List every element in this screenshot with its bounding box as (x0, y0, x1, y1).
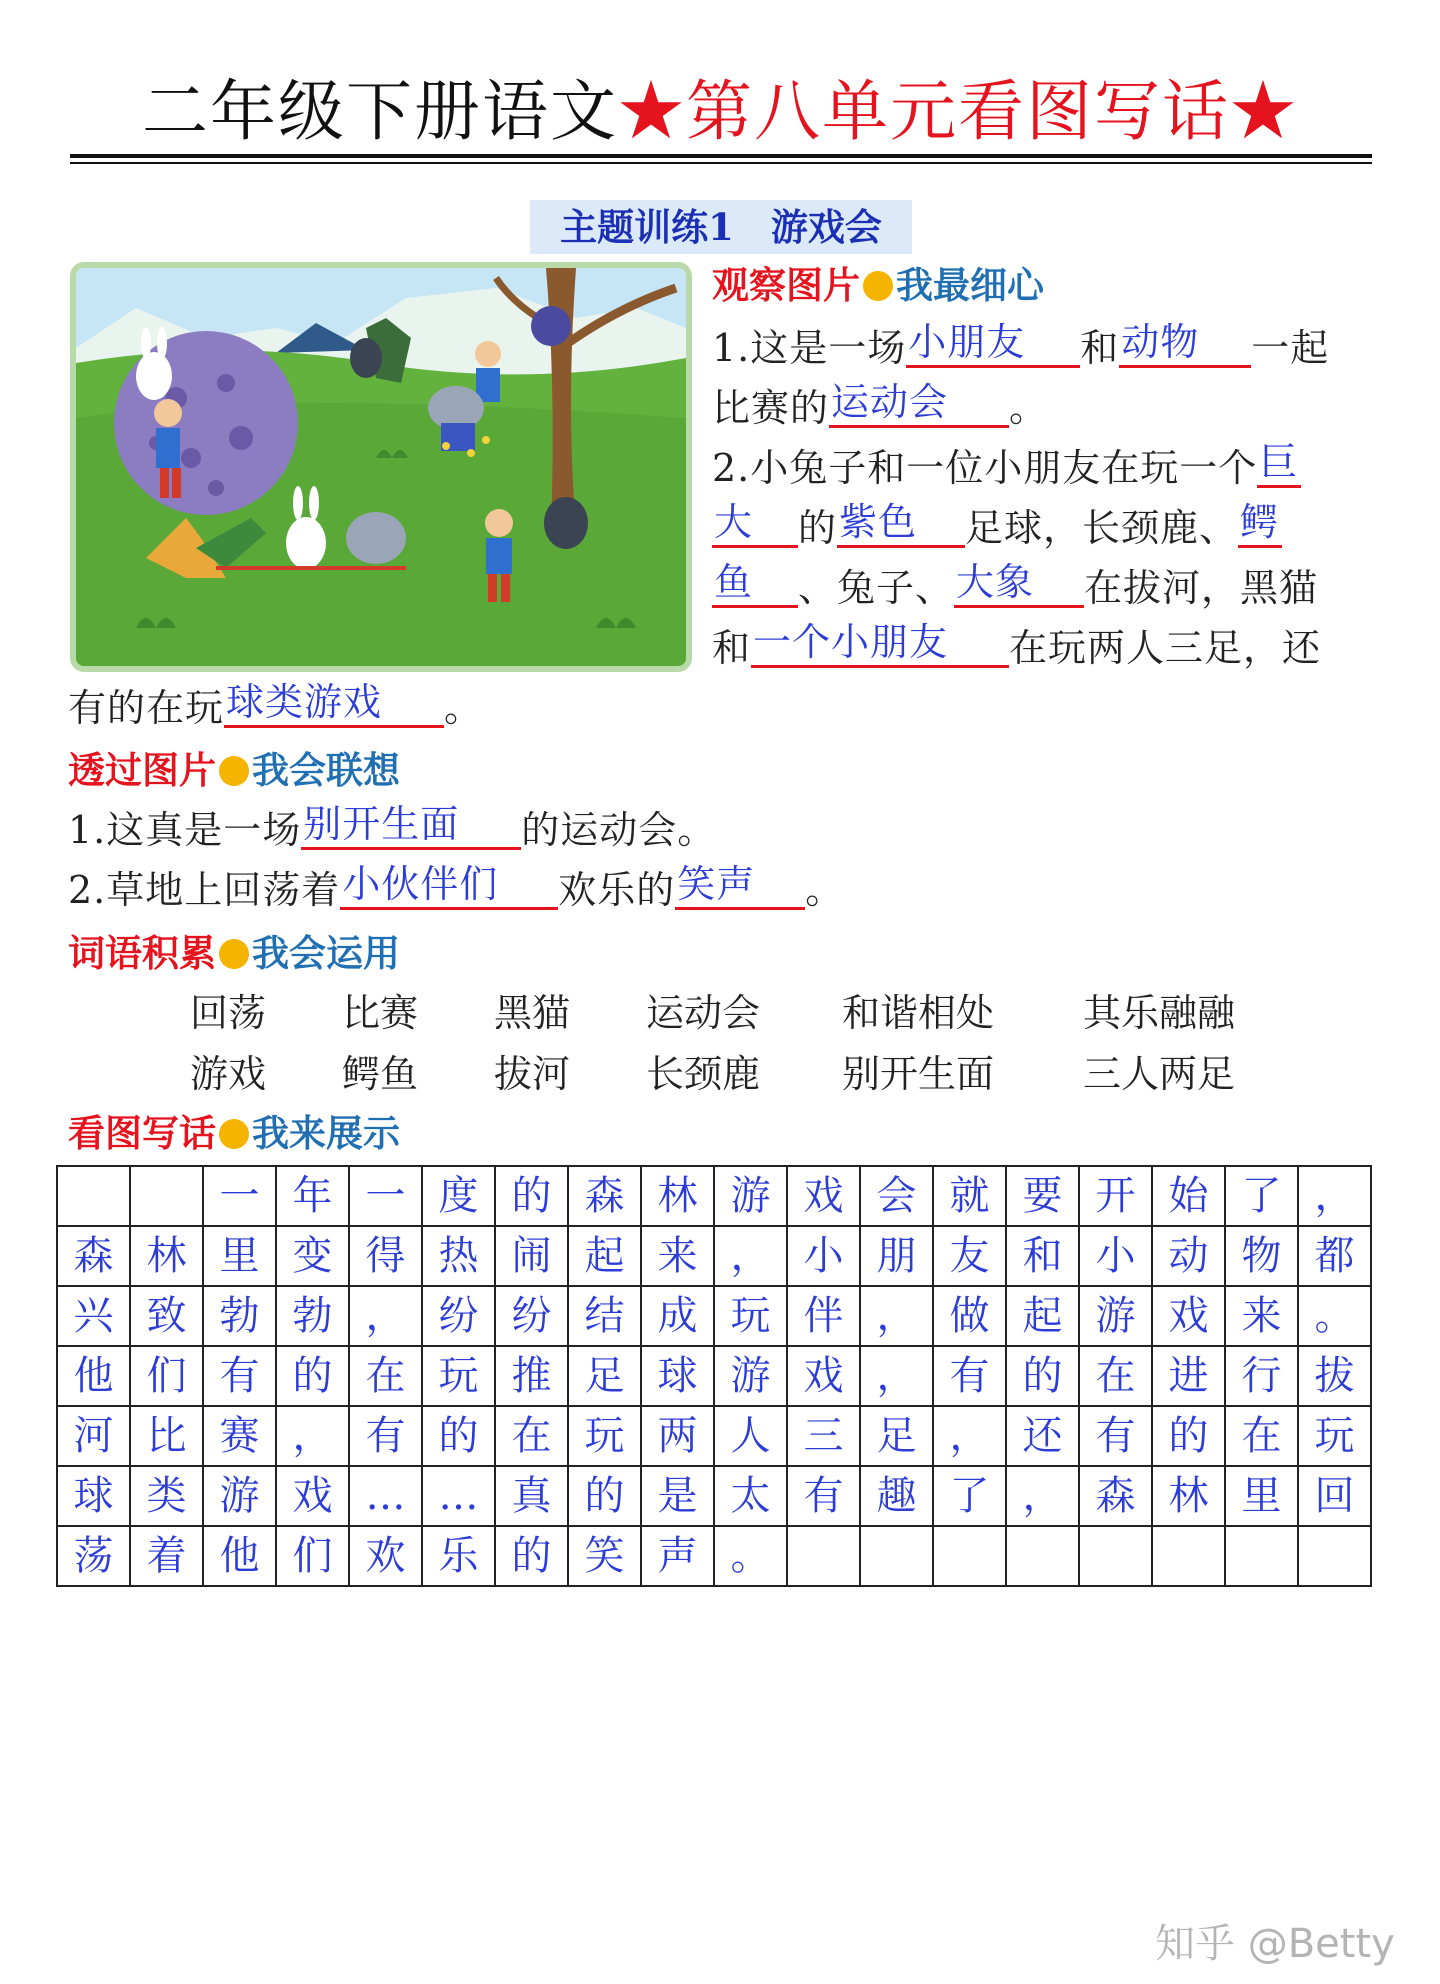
vocab-word: 和谐相处 (842, 991, 995, 1035)
grid-cell: 物 (1225, 1226, 1298, 1286)
answer-blank: 鱼 (712, 558, 798, 608)
grid-cell: 伴 (787, 1286, 860, 1346)
grid-cell: 两 (641, 1406, 714, 1466)
grid-cell: 的 (495, 1166, 568, 1226)
grid-cell: 开 (1079, 1166, 1152, 1226)
grid-cell: 小 (1079, 1226, 1152, 1286)
grid-cell: … (349, 1466, 422, 1526)
answer-blank: 动物 (1119, 318, 1251, 368)
grid-cell: 玩 (714, 1286, 787, 1346)
text-segment: 比赛的 (712, 386, 830, 430)
grid-cell: 就 (933, 1166, 1006, 1226)
grid-cell (1152, 1526, 1225, 1586)
grid-cell: 三 (787, 1406, 860, 1466)
grid-cell: 度 (422, 1166, 495, 1226)
grid-cell: 。 (714, 1526, 787, 1586)
section-write-label: 看图写话 (68, 1111, 216, 1155)
grid-cell: 闹 (495, 1226, 568, 1286)
scene-illustration (70, 262, 692, 672)
text-segment: 2.草地上回荡着 (68, 868, 341, 912)
grid-cell (787, 1526, 860, 1586)
answer-blank: 鳄 (1238, 498, 1282, 548)
observe-q1-line2 (712, 378, 1048, 438)
lesson-subtitle: 主题训练1 游戏会 (530, 200, 912, 254)
grid-cell (1225, 1526, 1298, 1586)
grid-row (57, 1346, 1371, 1406)
grid-cell: 森 (1079, 1466, 1152, 1526)
answer-blank: 紫色 (837, 498, 965, 548)
text-segment: 欢乐的 (558, 868, 676, 912)
grid-cell: 足 (860, 1406, 933, 1466)
title-unit: ★第八单元看图写话★ (618, 73, 1298, 150)
grid-cell: 欢 (349, 1526, 422, 1586)
grid-cell: 戏 (787, 1166, 860, 1226)
grid-cell: 游 (1079, 1286, 1152, 1346)
grid-cell: 人 (714, 1406, 787, 1466)
watermark: 知乎 @Betty (1155, 1921, 1395, 1967)
grid-cell: 纷 (422, 1286, 495, 1346)
answer-blank: 大象 (954, 558, 1084, 608)
vocab-word: 回荡 (190, 991, 267, 1035)
grid-cell: 玩 (568, 1406, 641, 1466)
grid-cell: 里 (1225, 1466, 1298, 1526)
grid-cell: 在 (495, 1406, 568, 1466)
grid-cell: ， (860, 1286, 933, 1346)
grid-cell: 和 (1006, 1226, 1079, 1286)
grid-cell: 动 (1152, 1226, 1225, 1286)
grid-cell: 乐 (422, 1526, 495, 1586)
grid-cell: 小 (787, 1226, 860, 1286)
vocab-word-list (0, 985, 1440, 1115)
grid-cell: 是 (641, 1466, 714, 1526)
observe-q2-line2 (712, 498, 1282, 558)
vocab-word: 其乐融融 (1083, 991, 1236, 1035)
vocab-word: 拔河 (494, 1052, 571, 1096)
grid-cell: 赛 (203, 1406, 276, 1466)
grid-cell (933, 1526, 1006, 1586)
grid-cell: 们 (130, 1346, 203, 1406)
section-imagine-label: 透过图片 (68, 748, 216, 792)
grid-cell: 结 (568, 1286, 641, 1346)
bullet-dot-icon (219, 756, 249, 786)
grid-cell: ， (933, 1406, 1006, 1466)
grid-cell: 荡 (57, 1526, 130, 1586)
answer-blank: 笑声 (675, 860, 805, 910)
grid-cell: 他 (57, 1346, 130, 1406)
grid-cell: 里 (203, 1226, 276, 1286)
grid-cell: 戏 (1152, 1286, 1225, 1346)
grid-cell: ， (714, 1226, 787, 1286)
grid-cell: 太 (714, 1466, 787, 1526)
grid-cell: 的 (495, 1526, 568, 1586)
answer-blank: 小朋友 (906, 318, 1080, 368)
text-segment: 足球，长颈鹿、 (965, 506, 1239, 550)
answer-blank: 大 (712, 498, 798, 548)
grid-cell: 致 (130, 1286, 203, 1346)
grid-cell: 行 (1225, 1346, 1298, 1406)
grid-cell: 真 (495, 1466, 568, 1526)
grid-row (57, 1466, 1371, 1526)
grid-cell: ， (860, 1346, 933, 1406)
grid-cell: 始 (1152, 1166, 1225, 1226)
text-segment: 的 (798, 506, 838, 550)
answer-blank: 球类游戏 (224, 678, 444, 728)
text-segment: 。 (1009, 386, 1049, 430)
grid-cell: 比 (130, 1406, 203, 1466)
text-segment: 、兔子、 (798, 566, 955, 610)
text-segment: 。 (805, 868, 845, 912)
bullet-dot-icon (219, 939, 249, 969)
section-write-sublabel: 我来展示 (252, 1111, 400, 1155)
grid-cell: 成 (641, 1286, 714, 1346)
grid-cell (1298, 1526, 1371, 1586)
grid-cell: 声 (641, 1526, 714, 1586)
text-segment: 和 (1080, 326, 1120, 370)
section-write-title (68, 1108, 400, 1158)
grid-cell: 勃 (203, 1286, 276, 1346)
grid-cell: 玩 (422, 1346, 495, 1406)
grid-cell: 了 (1225, 1166, 1298, 1226)
vocab-word: 比赛 (342, 991, 419, 1035)
grid-cell (1079, 1526, 1152, 1586)
grid-cell: 在 (349, 1346, 422, 1406)
grid-cell: 都 (1298, 1226, 1371, 1286)
grid-cell: 有 (203, 1346, 276, 1406)
grid-cell: 要 (1006, 1166, 1079, 1226)
grid-cell: ， (276, 1406, 349, 1466)
grid-cell: … (422, 1466, 495, 1526)
title-rule-thin (70, 162, 1372, 164)
grid-cell: 的 (276, 1346, 349, 1406)
grid-cell: 起 (568, 1226, 641, 1286)
imagine-q1 (68, 800, 716, 860)
grid-cell: 勃 (276, 1286, 349, 1346)
grid-cell: 有 (933, 1346, 1006, 1406)
grid-cell: 有 (1079, 1406, 1152, 1466)
observe-q2-line1 (712, 438, 1301, 498)
grid-cell: 在 (1225, 1406, 1298, 1466)
section-observe-title (712, 260, 1044, 310)
grid-cell: 河 (57, 1406, 130, 1466)
vocab-word: 别开生面 (842, 1052, 995, 1096)
grid-cell: 的 (422, 1406, 495, 1466)
grid-cell: 的 (1152, 1406, 1225, 1466)
grid-cell: 们 (276, 1526, 349, 1586)
grid-cell: 拔 (1298, 1346, 1371, 1406)
answer-blank: 小伙伴们 (340, 860, 558, 910)
text-segment: 1.这是一场 (712, 326, 907, 370)
grid-cell: 起 (1006, 1286, 1079, 1346)
grid-cell: 趣 (860, 1466, 933, 1526)
observe-q2-line5 (68, 678, 483, 738)
text-segment: 2.小兔子和一位小朋友在玩一个 (712, 446, 1258, 490)
section-imagine-title (68, 745, 400, 795)
text-segment: 有的在玩 (68, 686, 225, 730)
grid-cell (130, 1166, 203, 1226)
bullet-dot-icon (863, 271, 893, 301)
section-observe-label: 观察图片 (712, 263, 860, 307)
section-imagine-sublabel: 我会联想 (252, 748, 400, 792)
grid-cell: 一 (349, 1166, 422, 1226)
grid-cell: 。 (1298, 1286, 1371, 1346)
grid-cell: 玩 (1298, 1406, 1371, 1466)
answer-blank: 别开生面 (301, 800, 521, 850)
grid-row (57, 1166, 1371, 1226)
vocab-word: 长颈鹿 (646, 1052, 761, 1096)
grid-cell: 进 (1152, 1346, 1225, 1406)
grid-cell: 林 (641, 1166, 714, 1226)
grid-cell: 游 (714, 1346, 787, 1406)
answer-blank: 一个小朋友 (751, 618, 1009, 668)
grid-cell: 回 (1298, 1466, 1371, 1526)
bullet-dot-icon (219, 1119, 249, 1149)
grid-cell: 来 (641, 1226, 714, 1286)
text-segment: 在玩两人三足，还 (1009, 626, 1322, 670)
vocab-word: 运动会 (646, 991, 761, 1035)
grid-cell (57, 1166, 130, 1226)
grid-row (57, 1406, 1371, 1466)
section-vocab-title (68, 928, 400, 978)
grid-cell: 着 (130, 1526, 203, 1586)
text-segment: 一起 (1251, 326, 1330, 370)
grid-cell: 纷 (495, 1286, 568, 1346)
grid-cell: 变 (276, 1226, 349, 1286)
section-vocab-label: 词语积累 (68, 931, 216, 975)
grid-cell: 游 (714, 1166, 787, 1226)
grid-cell: 足 (568, 1346, 641, 1406)
grid-cell: 球 (57, 1466, 130, 1526)
grid-cell: 球 (641, 1346, 714, 1406)
grid-row (57, 1226, 1371, 1286)
grid-cell: 兴 (57, 1286, 130, 1346)
grid-cell (1006, 1526, 1079, 1586)
vocab-word: 鳄鱼 (342, 1052, 419, 1096)
grid-cell: 来 (1225, 1286, 1298, 1346)
section-vocab-sublabel: 我会运用 (252, 931, 400, 975)
section-observe-sublabel: 我最细心 (896, 263, 1044, 307)
observe-q1-line1 (712, 318, 1329, 378)
text-segment: 。 (444, 686, 484, 730)
grid-cell: 有 (787, 1466, 860, 1526)
grid-cell: 推 (495, 1346, 568, 1406)
page-title (70, 62, 1370, 162)
observe-q2-line3 (712, 558, 1318, 618)
grid-cell: 游 (203, 1466, 276, 1526)
grid-cell: 的 (568, 1466, 641, 1526)
answer-blank: 巨 (1257, 438, 1301, 488)
vocab-word: 游戏 (190, 1052, 267, 1096)
grid-cell: 在 (1079, 1346, 1152, 1406)
grid-cell: 朋 (860, 1226, 933, 1286)
grid-cell: 戏 (787, 1346, 860, 1406)
vocab-word: 三人两足 (1083, 1052, 1236, 1096)
imagine-q2 (68, 860, 844, 920)
observe-q2-line4 (712, 618, 1321, 678)
grid-cell: 还 (1006, 1406, 1079, 1466)
grid-cell: 森 (57, 1226, 130, 1286)
grid-cell: 热 (422, 1226, 495, 1286)
grid-cell (860, 1526, 933, 1586)
grid-cell: 戏 (276, 1466, 349, 1526)
grid-cell: ， (1298, 1166, 1371, 1226)
grid-row (57, 1286, 1371, 1346)
answer-blank: 运动会 (829, 378, 1009, 428)
grid-cell: 会 (860, 1166, 933, 1226)
grid-cell: 一 (203, 1166, 276, 1226)
grid-cell: ， (1006, 1466, 1079, 1526)
text-segment: 1.这真是一场 (68, 808, 302, 852)
grid-row (57, 1526, 1371, 1586)
grid-cell: 得 (349, 1226, 422, 1286)
grid-cell: ， (349, 1286, 422, 1346)
text-segment: 和 (712, 626, 752, 670)
title-rule-thick (70, 154, 1372, 158)
grid-cell: 笑 (568, 1526, 641, 1586)
grid-cell: 类 (130, 1466, 203, 1526)
grid-cell: 林 (130, 1226, 203, 1286)
grid-cell: 林 (1152, 1466, 1225, 1526)
title-grade-subject: 二年级下册语文 (142, 73, 618, 150)
grid-cell: 友 (933, 1226, 1006, 1286)
text-segment: 的运动会。 (521, 808, 717, 852)
grid-cell: 有 (349, 1406, 422, 1466)
writing-grid (56, 1165, 1372, 1587)
grid-cell: 年 (276, 1166, 349, 1226)
grid-cell: 了 (933, 1466, 1006, 1526)
grid-cell: 的 (1006, 1346, 1079, 1406)
vocab-word: 黑猫 (494, 991, 571, 1035)
grid-cell: 做 (933, 1286, 1006, 1346)
grid-cell: 他 (203, 1526, 276, 1586)
text-segment: 在拔河，黑猫 (1084, 566, 1319, 610)
grid-cell: 森 (568, 1166, 641, 1226)
